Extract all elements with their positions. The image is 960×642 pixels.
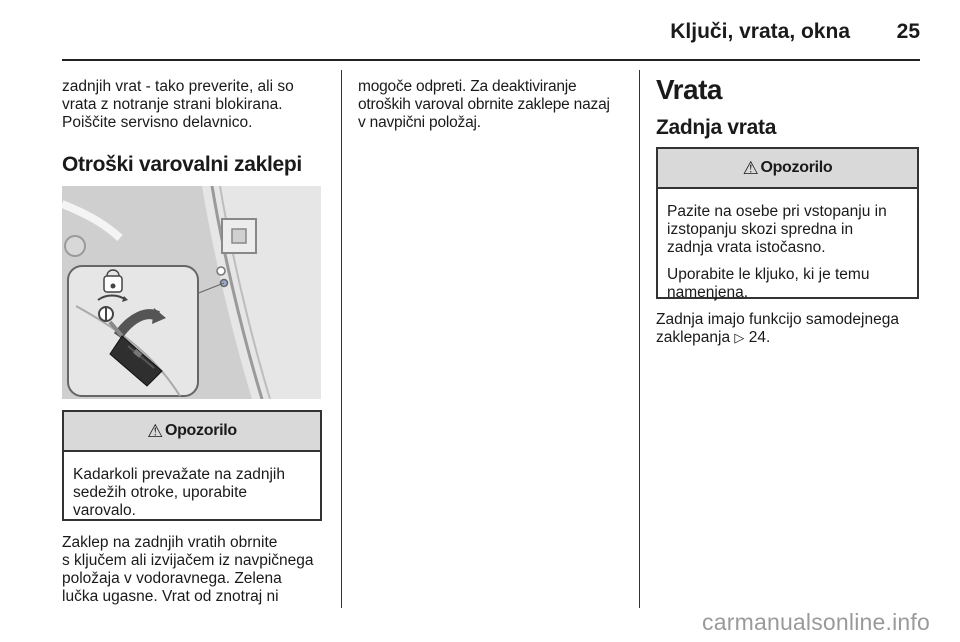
warning-triangle-icon: ⚠ [742, 157, 759, 178]
text-line: lučka ugasne. Vrat od znotraj ni [62, 588, 279, 605]
text-line: zadnja vrata istočasno. [667, 239, 826, 256]
text-line: Kadarkoli prevažate na zadnjih [73, 466, 285, 483]
child-lock-paragraph [62, 534, 337, 606]
column-divider-2 [639, 70, 640, 608]
rear-door-paragraph [656, 311, 920, 347]
warning-header [64, 412, 320, 452]
warning-header [658, 149, 917, 189]
text-line: Poiščite servisno delavnico. [62, 114, 253, 131]
column-divider-1 [341, 70, 342, 608]
warning-text [667, 266, 908, 302]
watermark: carmanualsonline.info [702, 609, 930, 635]
page-number: 25 [896, 20, 920, 43]
text-line: položaja v vodoravnega. Zelena [62, 570, 282, 587]
reference-page-number: 24. [748, 329, 771, 346]
text-line: zaklepanja [656, 329, 731, 346]
child-lock-paragraph-continued [358, 78, 634, 132]
text-line: Zaklep na zadnjih vratih obrnite [62, 534, 278, 551]
warning-box-rear-doors [656, 147, 919, 299]
text-line: namenjena. [667, 284, 749, 301]
text-line: mogoče odpreti. Za deaktiviranje [358, 78, 577, 95]
text-line: vrata z notranje strani blokirana. [62, 96, 283, 113]
text-line: zadnjih vrat - tako preverite, ali so [62, 78, 294, 95]
section-heading-child-locks: Otroški varovalni zaklepi [62, 153, 302, 176]
warning-triangle-icon: ⚠ [147, 420, 163, 441]
warning-body [658, 189, 917, 302]
text-line: s ključem ali izvijačem iz navpičnega [62, 552, 314, 569]
running-header-title: Ključi, vrata, okna [670, 20, 850, 43]
section-heading-rear-doors: Zadnja vrata [656, 116, 777, 139]
text-line: izstopanju skozi spredna in [667, 221, 854, 238]
warning-box-child-locks [62, 410, 322, 521]
warning-body [64, 452, 320, 520]
chapter-heading-doors: Vrata [656, 74, 722, 105]
header-rule [62, 59, 920, 61]
page-reference-arrow-icon: ▷ [734, 330, 745, 345]
text-line: Uporabite le kljuko, ki je temu [667, 266, 870, 283]
warning-text [73, 466, 311, 520]
intro-paragraph [62, 78, 332, 132]
text-line: sedežih otroke, uporabite [73, 484, 248, 501]
page-reference[interactable] [656, 329, 770, 346]
text-line: Pazite na osebe pri vstopanju in [667, 203, 887, 220]
child-lock-illustration [62, 186, 321, 399]
text-line: Zadnja imajo funkcijo samodejnega [656, 311, 899, 328]
warning-text [667, 203, 908, 257]
text-line: varovalo. [73, 502, 136, 519]
text-line: otroških varoval obrnite zaklepe nazaj [358, 96, 610, 113]
text-line: v navpični položaj. [358, 114, 481, 131]
warning-label: Opozorilo [164, 422, 237, 439]
warning-label: Opozorilo [760, 159, 833, 176]
